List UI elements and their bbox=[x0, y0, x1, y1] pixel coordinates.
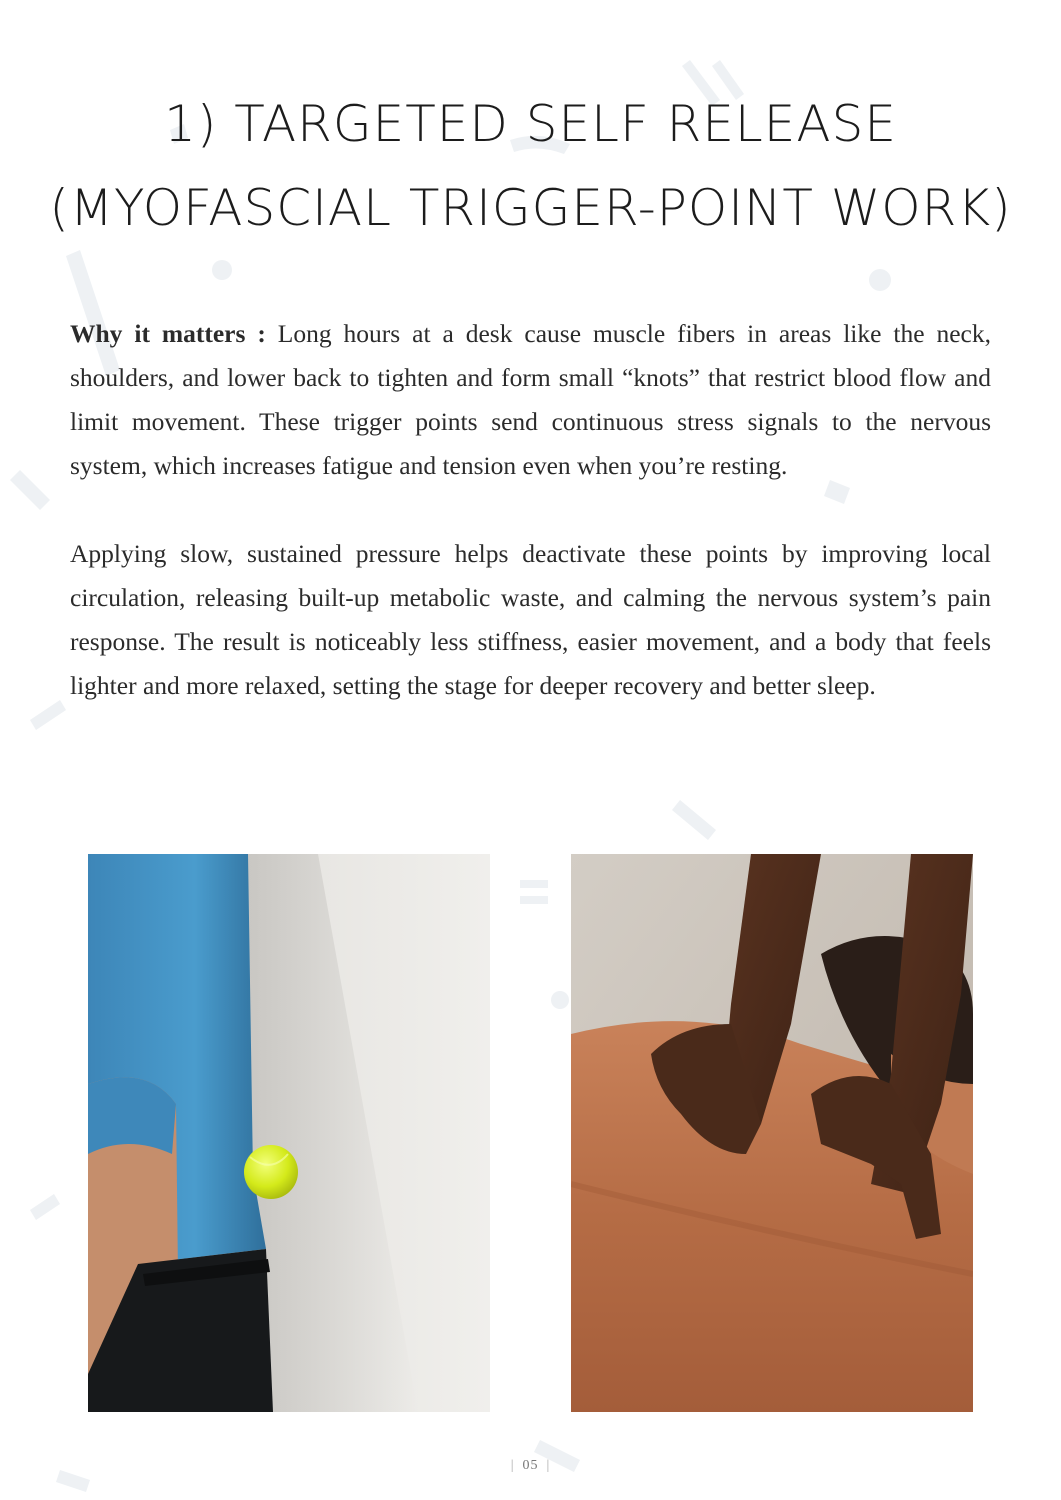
title-line-2: (MYOFASCIAL TRIGGER-POINT WORK) bbox=[49, 179, 1012, 237]
photo-shoulder-massage bbox=[571, 854, 973, 1412]
title-line-1: 1) TARGETED SELF RELEASE bbox=[164, 95, 897, 153]
page-number-value: 05 bbox=[522, 1458, 539, 1473]
page-number: | 05 | bbox=[510, 1458, 551, 1473]
page-title bbox=[0, 82, 1061, 250]
paragraph-text: Long hours at a desk cause muscle fibers in areas like the neck, shoulders, and lower back to tighten and form small “knots” that restrict blood flow and limit movement. These trigger points send continuous stress signals to the nervous system, which increases fatigue and tension even when you’re resting. bbox=[70, 319, 991, 480]
paragraph-lead: Why it matters : bbox=[70, 319, 266, 348]
paragraph-pressure: Applying slow, sustained pressure helps deactivate these points by improving local circulation, releasing built-up metabolic waste, and calming the nervous system’s pain response. The result is noticeably less stiffness, easier movement, and a body that feels lighter and more relaxed, setting the stage for deeper recovery and better sleep. bbox=[70, 539, 991, 700]
photo-massage-ball-wall bbox=[88, 854, 490, 1412]
paragraph-why-it-matters bbox=[70, 312, 991, 488]
body-text bbox=[70, 312, 991, 752]
